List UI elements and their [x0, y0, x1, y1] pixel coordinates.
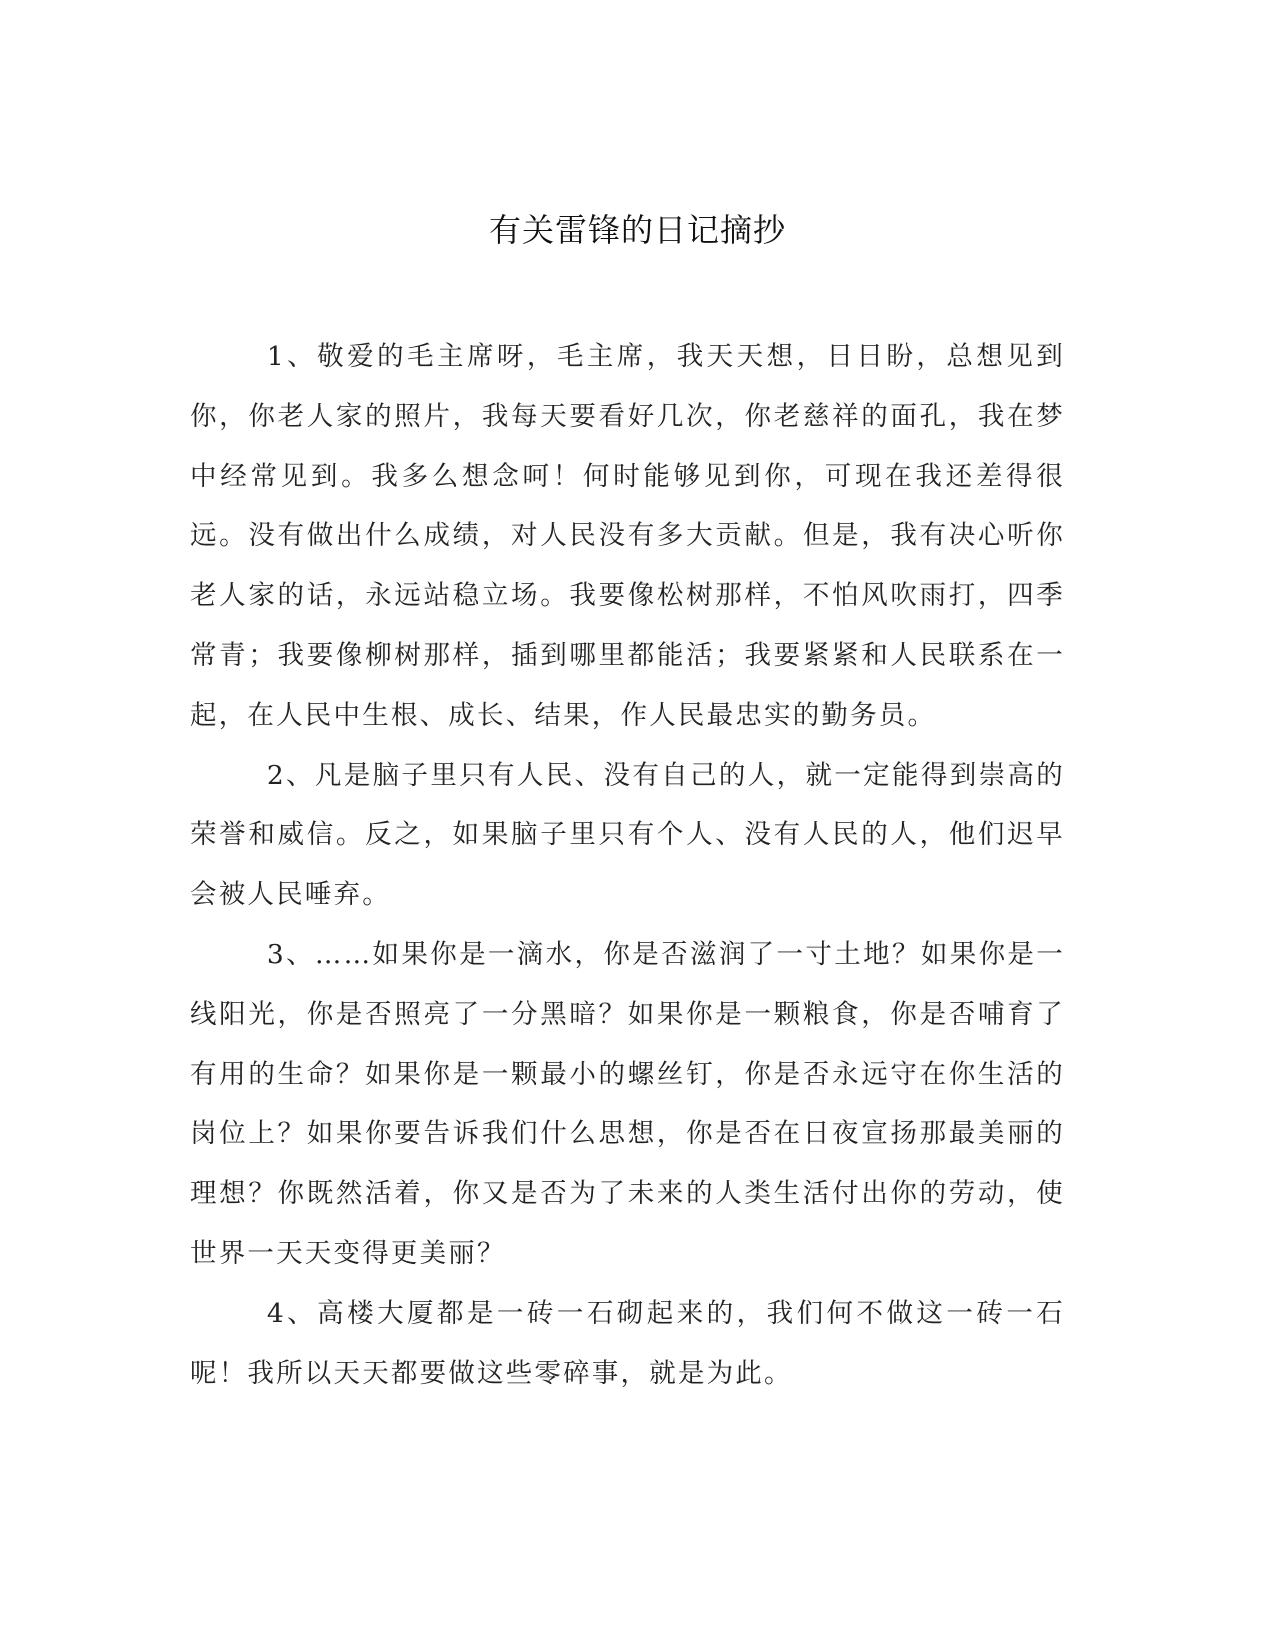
paragraph-1: 1、敬爱的毛主席呀，毛主席，我天天想，日日盼，总想见到你，你老人家的照片，我每天要看好几次，你老慈祥的面孔，我在梦中经常见到。我多么想念呵！何时能够见到你，可现在我还差得很远。没有做出什么成绩，对人民没有多大贡献。但是，我有决心听你老人家的话，永远站稳立场。我要像松树那样，不怕风吹雨打，四季常青；我要像柳树那样，插到哪里都能活；我要紧紧和人民联系在一起，在人民中生根、成长、结果，作人民最忠实的勤务员。	[190, 341, 1065, 731]
paragraph-2: 2、凡是脑子里只有人民、没有自己的人，就一定能得到崇高的荣誉和威信。反之，如果脑子里只有个人、没有人民的人，他们迟早会被人民唾弃。	[190, 759, 1065, 911]
paragraph-4: 4、高楼大厦都是一砖一石砌起来的，我们何不做这一砖一石呢！我所以天天都要做这些零碎事，就是为此。	[190, 1297, 1065, 1389]
document-body	[190, 327, 1065, 1403]
document-title: 有关雷锋的日记摘抄	[488, 211, 786, 249]
paragraph-3: 3、……如果你是一滴水，你是否滋润了一寸土地？如果你是一线阳光，你是否照亮了一分黑暗？如果你是一颗粮食，你是否哺育了有用的生命？如果你是一颗最小的螺丝钉，你是否永远守在你生活的岗位上？如果你要告诉我们什么思想，你是否在日夜宣扬那最美丽的理想？你既然活着，你又是否为了未来的人类生活付出你的劳动，使世界一天天变得更美丽？	[190, 938, 1065, 1269]
